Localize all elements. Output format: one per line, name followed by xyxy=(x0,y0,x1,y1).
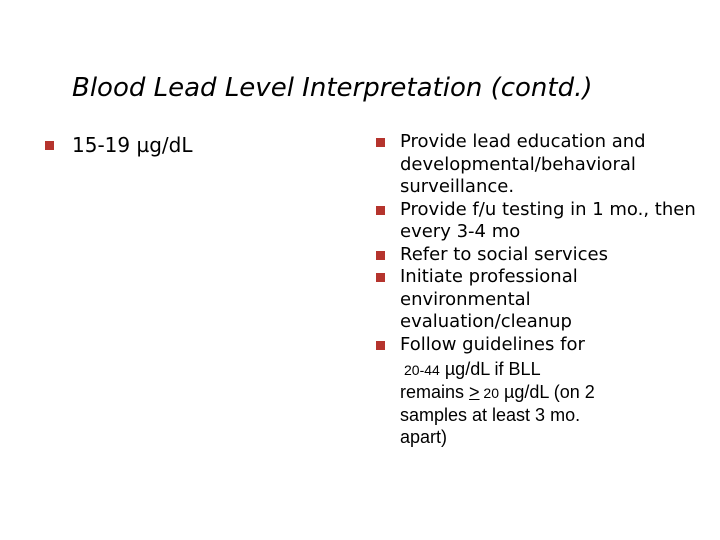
guideline-line-3: samples at least 3 mo. xyxy=(400,405,581,425)
list-item xyxy=(358,334,698,449)
list-item-text: Initiate professional environmental evaluation/cleanup xyxy=(400,266,578,332)
guideline-text: µg/dL (on 2 xyxy=(499,382,595,402)
left-bullet-text: 15-19 µg/dL xyxy=(72,133,193,157)
list-item-text: Follow guidelines for xyxy=(400,333,585,355)
square-bullet-icon xyxy=(376,138,385,147)
square-bullet-icon xyxy=(376,273,385,282)
guideline-text: µg/dL if BLL xyxy=(439,359,541,379)
slide-title: Blood Lead Level Interpretation (contd.) xyxy=(72,73,593,103)
guideline-line-1 xyxy=(400,358,698,381)
square-bullet-icon xyxy=(376,251,385,260)
square-bullet-icon xyxy=(376,341,385,350)
list-item xyxy=(358,199,698,244)
list-item xyxy=(358,131,698,199)
guideline-detail xyxy=(400,358,698,448)
guideline-line-2 xyxy=(400,381,698,404)
list-item-text: Refer to social services xyxy=(400,243,608,265)
square-bullet-icon xyxy=(45,141,54,150)
right-bullet-list xyxy=(358,131,698,448)
guideline-line-4: apart) xyxy=(400,427,448,447)
list-item-text: Provide lead education and developmental/behavioral surveillance. xyxy=(400,131,646,197)
square-bullet-icon xyxy=(376,206,385,215)
guideline-number: 20-44 xyxy=(404,362,440,378)
guideline-text: remains xyxy=(400,382,470,402)
guideline-number: 20 xyxy=(479,385,500,401)
list-item xyxy=(358,266,698,334)
greater-equal-symbol: > xyxy=(469,382,480,402)
list-item xyxy=(358,244,698,267)
list-item-text: Provide f/u testing in 1 mo., then every 3-4 mo xyxy=(400,198,696,242)
